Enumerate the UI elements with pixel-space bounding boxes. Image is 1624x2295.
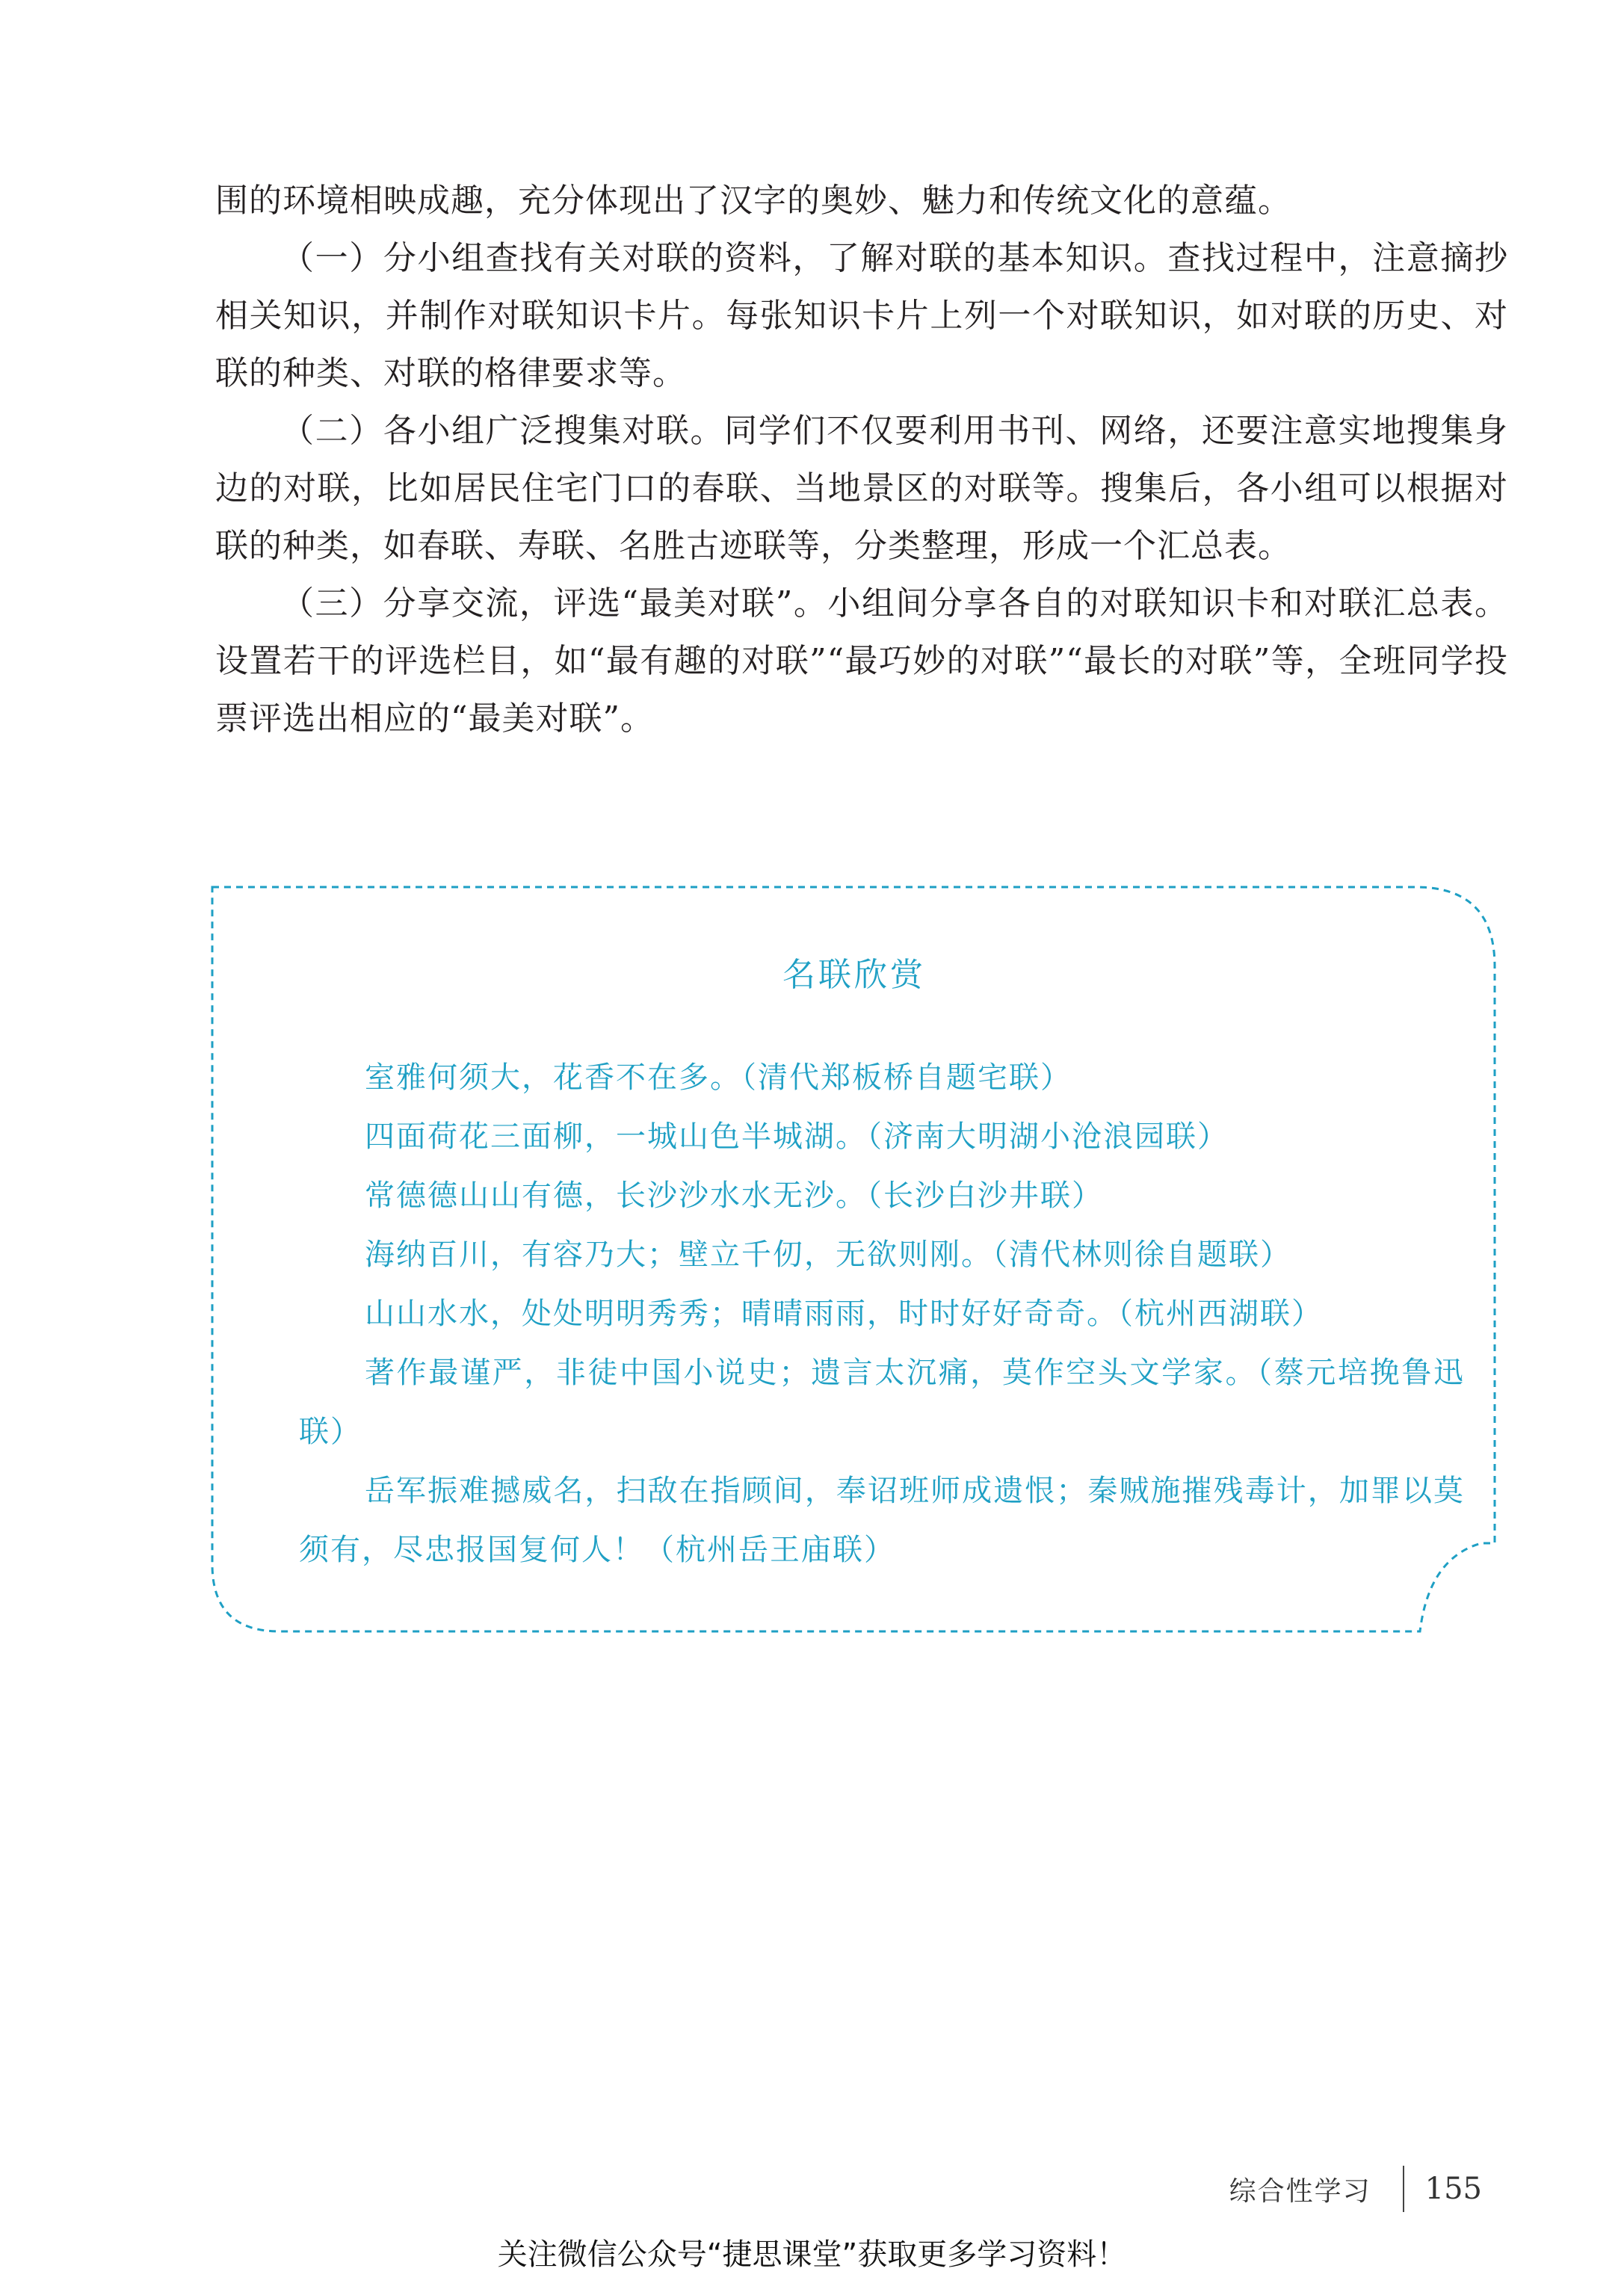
couplet-3: 常德德山山有德，长沙沙水水无沙。（长沙白沙井联） xyxy=(365,1179,1103,1213)
couplet-4: 海纳百川，有容乃大；壁立千仞，无欲则刚。（清代林则徐自题联） xyxy=(365,1238,1291,1272)
couplet-5: 山山水水，处处明明秀秀；晴晴雨雨，时时好好奇奇。（杭州西湖联） xyxy=(365,1297,1323,1331)
main-text xyxy=(215,172,1508,747)
page-footer xyxy=(1229,2163,1482,2215)
couplet-1: 室雅何须大，花香不在多。（清代郑板桥自题宅联） xyxy=(365,1060,1072,1095)
section-label: 综合性学习 xyxy=(1229,2175,1371,2207)
couplet-6: 著作最谨严，非徒中国小说史；遗言太沉痛，莫作空头文学家。（蔡元培挽鲁迅联） xyxy=(299,1356,1465,1449)
couplet-2: 四面荷花三面柳，一城山色半城湖。（济南大明湖小沧浪园联） xyxy=(365,1119,1229,1154)
body-paragraph-2: （一）分小组查找有关对联的资料，了解对联的基本知识。查找过程中，注意摘抄相关知识，并制作对联知识卡片。每张知识卡片上列一个对联知识，如对联的历史、对联的种类、对联的格律要求等。 xyxy=(215,239,1508,392)
bottom-note: 关注微信公众号“捷思课堂”获取更多学习资料！ xyxy=(497,2237,1127,2272)
page-number: 155 xyxy=(1424,2172,1482,2206)
body-paragraph-4: （三）分享交流，评选“最美对联”。小组间分享各自的对联知识卡和对联汇总表。设置若干的评选栏目，如“最有趣的对联”“最巧妙的对联”“最长的对联”等，全班同学投票评选出相应的“最美对联”。 xyxy=(215,584,1508,738)
body-paragraph-1: 围的环境相映成趣，充分体现出了汉字的奥妙、魅力和传统文化的意蕴。 xyxy=(215,182,1291,220)
couplet-list xyxy=(299,1048,1465,1580)
famous-couplets-box xyxy=(211,886,1498,1633)
body-paragraph-3: （二）各小组广泛搜集对联。同学们不仅要利用书刊、网络，还要注意实地搜集身边的对联，比如居民住宅门口的春联、当地景区的对联等。搜集后，各小组可以根据对联的种类，如春联、寿联、名胜古迹联等，分类整理，形成一个汇总表。 xyxy=(215,412,1508,565)
box-title: 名联欣赏 xyxy=(782,956,926,994)
footer-divider xyxy=(1403,2166,1404,2212)
couplet-7: 岳军振难撼威名，扫敌在指顾间，奉诏班师成遗恨；秦贼施摧残毒计，加罪以莫须有，尽忠报国复何人！（杭州岳王庙联） xyxy=(299,1474,1465,1567)
